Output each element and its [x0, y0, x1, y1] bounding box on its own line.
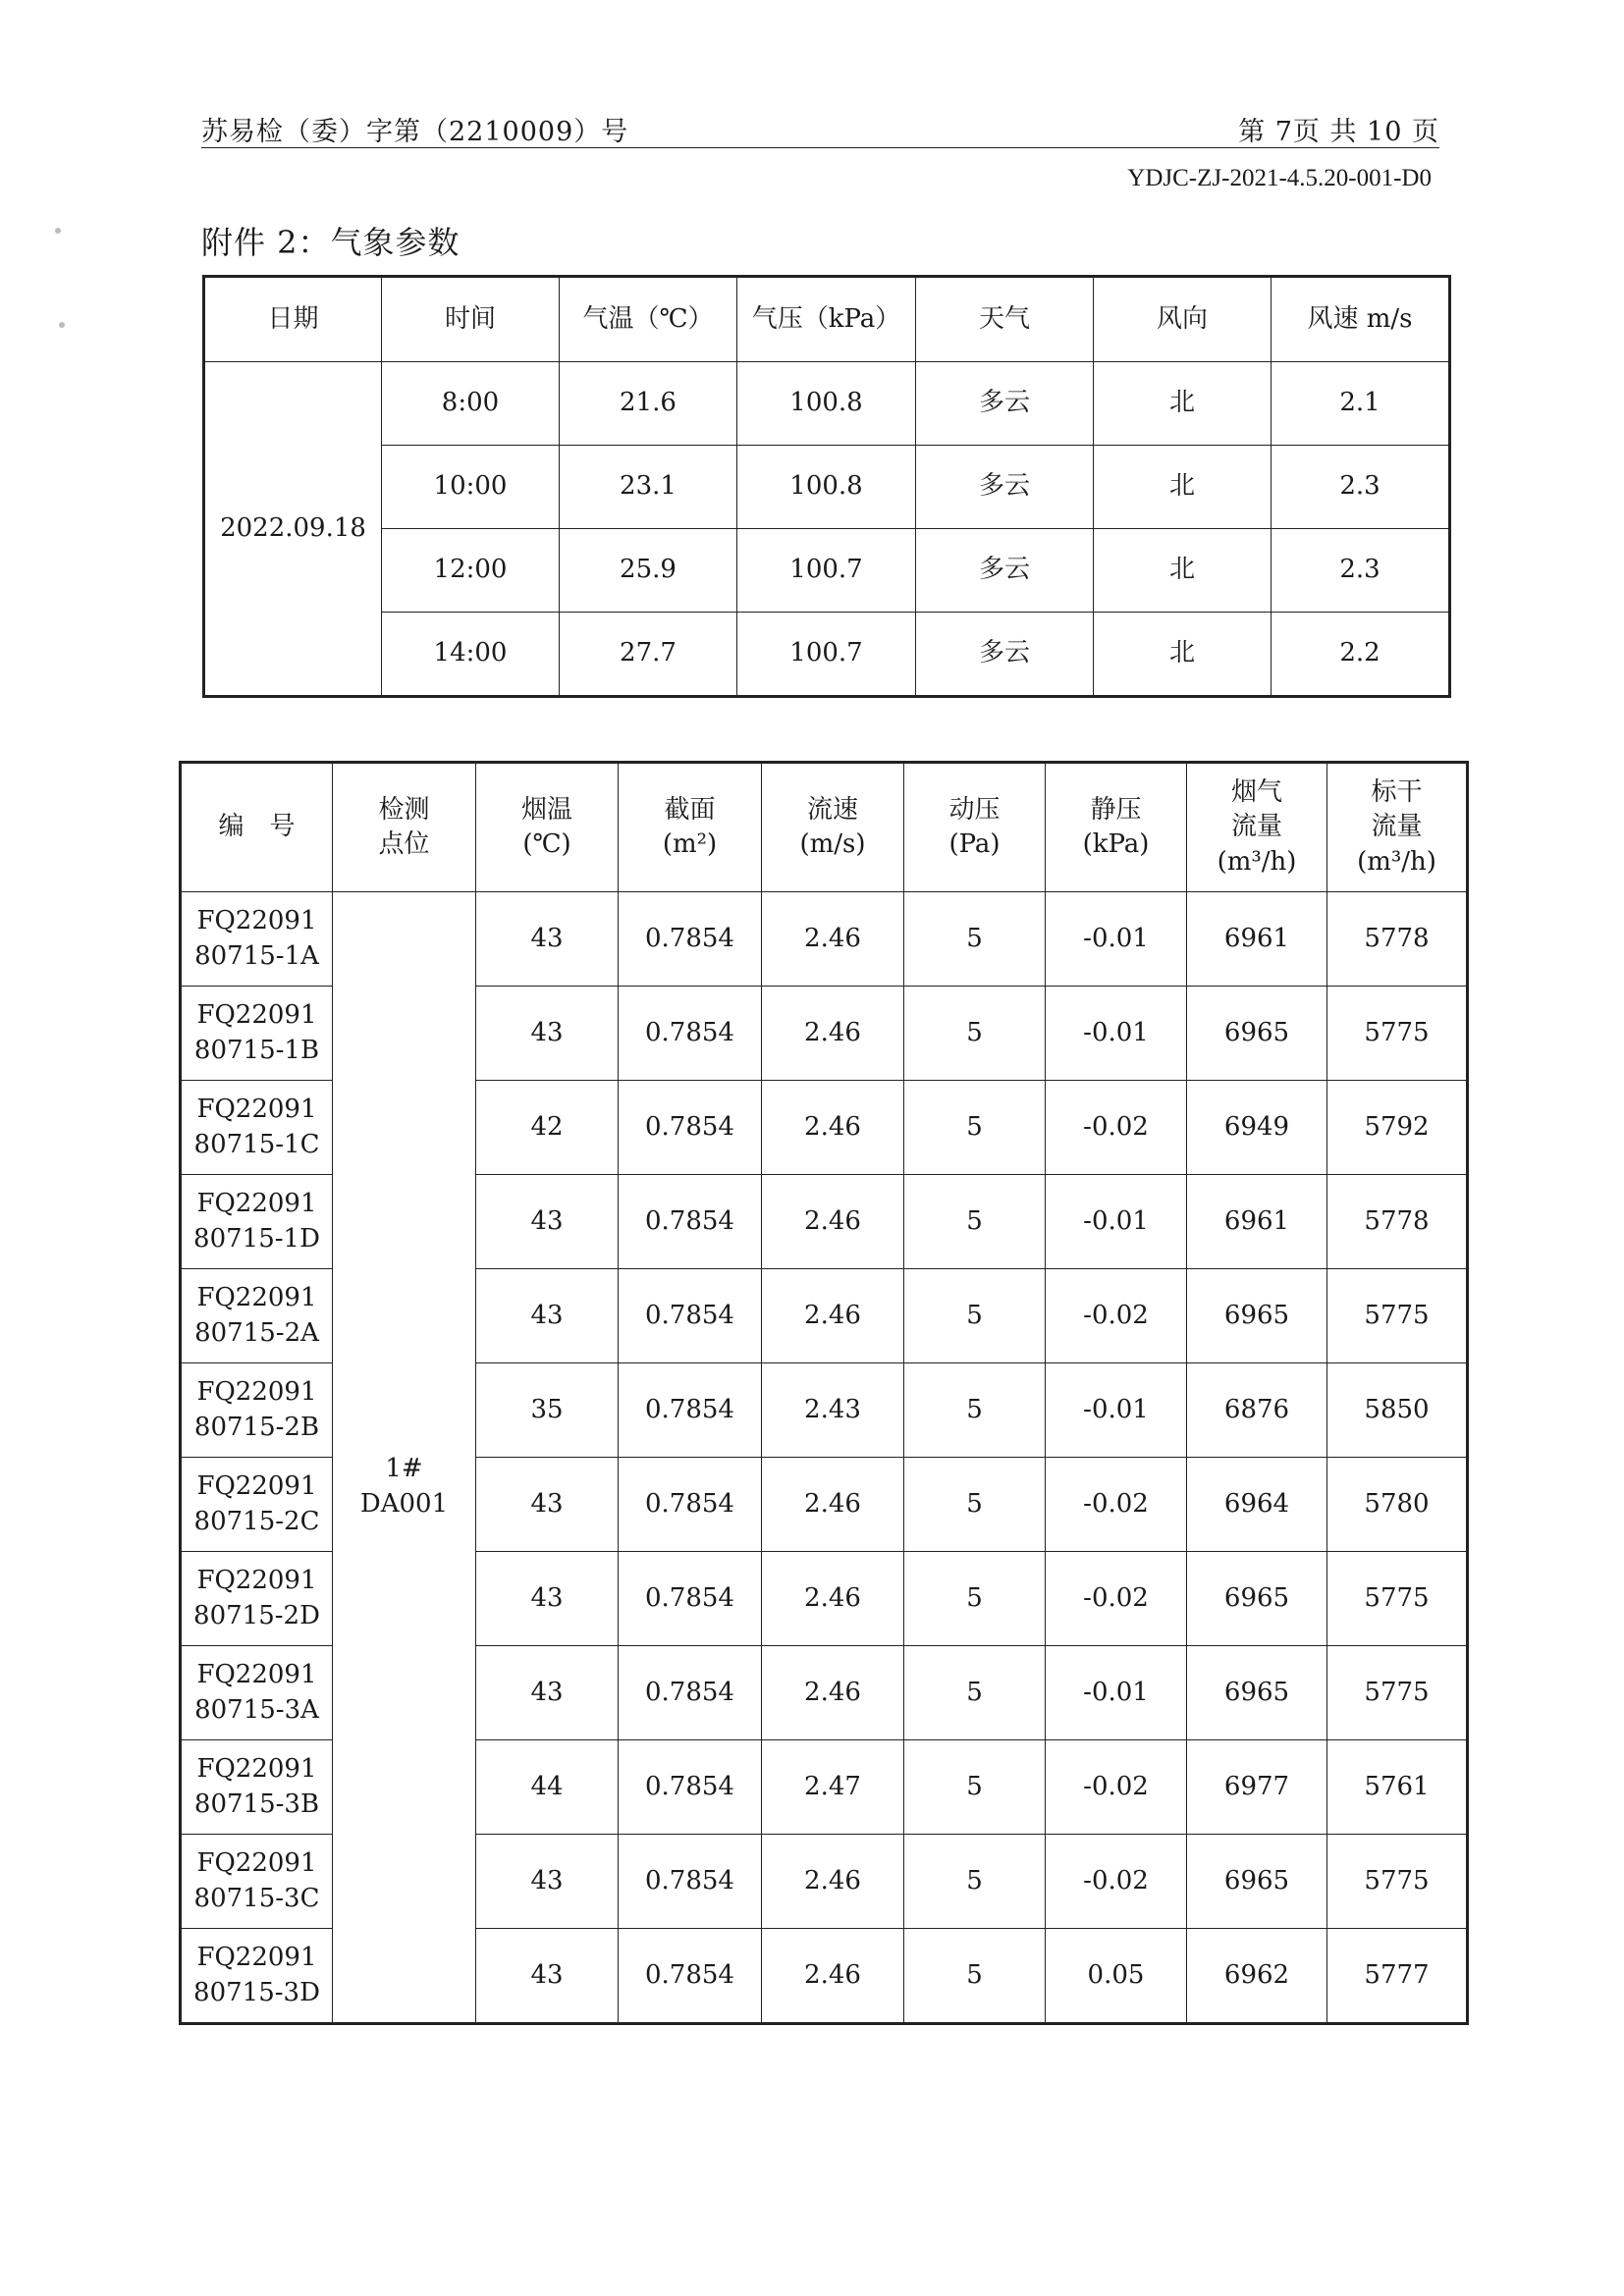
flue-temp-cell: 35	[476, 1363, 619, 1458]
dynamic-pressure-cell: 5	[904, 1363, 1046, 1458]
emission-col-header-line: 静压	[1090, 794, 1142, 825]
weather-wind-speed-cell: 2.3	[1272, 446, 1450, 529]
flue-gas-flow-cell: 6961	[1187, 892, 1327, 987]
flue-gas-flow-cell: 6977	[1187, 1740, 1327, 1835]
sample-id-line: 80715-1A	[194, 940, 319, 971]
weather-temp-cell: 21.6	[560, 362, 737, 446]
flue-gas-flow-cell: 6965	[1187, 1269, 1327, 1363]
emission-col-header-line: (Pa)	[948, 829, 1001, 859]
emission-col-header	[619, 763, 762, 892]
cross-section-cell: 0.7854	[619, 1646, 762, 1740]
sample-id-cell	[181, 1929, 333, 2024]
flow-velocity-cell: 2.46	[762, 892, 904, 987]
sample-id-cell	[181, 1835, 333, 1929]
flow-velocity-cell: 2.46	[762, 1269, 904, 1363]
cross-section-cell: 0.7854	[619, 1175, 762, 1269]
flue-temp-cell: 42	[476, 1081, 619, 1175]
static-pressure-cell: -0.01	[1046, 1175, 1187, 1269]
sample-id-line: 80715-3D	[193, 1977, 320, 2007]
weather-col-header: 时间	[382, 277, 560, 362]
dynamic-pressure-cell: 5	[904, 1081, 1046, 1175]
emission-col-header-line: (m³/h)	[1217, 846, 1297, 877]
flue-gas-flow-cell: 6965	[1187, 1552, 1327, 1646]
weather-col-header: 天气	[916, 277, 1094, 362]
page-number: 第 7页 共 10 页	[1238, 117, 1439, 147]
sample-id-line: FQ22091	[196, 906, 317, 936]
flue-gas-flow-cell: 6949	[1187, 1081, 1327, 1175]
weather-header-row	[204, 277, 1450, 362]
emission-col-header-line: (m³/h)	[1357, 846, 1436, 877]
weather-pressure-cell: 100.8	[737, 362, 916, 446]
cross-section-cell: 0.7854	[619, 1363, 762, 1458]
dynamic-pressure-cell: 5	[904, 1552, 1046, 1646]
static-pressure-cell: -0.02	[1046, 1269, 1187, 1363]
dynamic-pressure-cell: 5	[904, 892, 1046, 987]
flow-velocity-cell: 2.46	[762, 1081, 904, 1175]
sample-id-line: 80715-3B	[193, 1789, 320, 1819]
flow-velocity-cell: 2.46	[762, 1835, 904, 1929]
std-dry-flow-cell: 5778	[1327, 1175, 1468, 1269]
emission-col-header-line: 标干	[1371, 777, 1423, 808]
weather-row	[204, 362, 1450, 446]
dynamic-pressure-cell: 5	[904, 1835, 1046, 1929]
weather-wind-speed-cell: 2.1	[1272, 362, 1450, 446]
sample-id-line: 80715-2B	[193, 1412, 320, 1442]
weather-pressure-cell: 100.7	[737, 613, 916, 697]
weather-table	[202, 275, 1451, 698]
weather-wind-dir-cell: 北	[1094, 446, 1272, 529]
flow-velocity-cell: 2.46	[762, 987, 904, 1081]
flue-temp-cell: 43	[476, 987, 619, 1081]
emission-col-header-line: (m²)	[662, 829, 718, 859]
weather-condition-cell: 多云	[916, 362, 1094, 446]
emission-col-header-line: 编 号	[218, 812, 296, 842]
sample-id-cell	[181, 1081, 333, 1175]
weather-wind-dir-cell: 北	[1094, 613, 1272, 697]
emission-col-header-line: 流量	[1371, 812, 1423, 842]
weather-temp-cell: 27.7	[560, 613, 737, 697]
sample-id-cell	[181, 1552, 333, 1646]
weather-time-cell: 10:00	[382, 446, 560, 529]
cross-section-cell: 0.7854	[619, 1835, 762, 1929]
weather-wind-speed-cell: 2.3	[1272, 529, 1450, 613]
static-pressure-cell: -0.01	[1046, 1363, 1187, 1458]
flow-velocity-cell: 2.47	[762, 1740, 904, 1835]
sample-id-line: FQ22091	[196, 1943, 317, 1973]
flue-temp-cell: 43	[476, 1458, 619, 1552]
dynamic-pressure-cell: 5	[904, 1646, 1046, 1740]
weather-pressure-cell: 100.7	[737, 529, 916, 613]
static-pressure-cell: -0.02	[1046, 1835, 1187, 1929]
emission-col-header-line: (m/s)	[799, 829, 866, 859]
emission-col-header-line: (kPa)	[1082, 829, 1150, 859]
cross-section-cell: 0.7854	[619, 1458, 762, 1552]
weather-time-cell: 14:00	[382, 613, 560, 697]
flow-velocity-cell: 2.46	[762, 1646, 904, 1740]
attachment-title: 附件 2：气象参数	[201, 224, 460, 261]
scan-speck	[59, 322, 65, 328]
flue-gas-flow-cell: 6961	[1187, 1175, 1327, 1269]
static-pressure-cell: -0.02	[1046, 1740, 1187, 1835]
report-number: 苏易检（委）字第（2210009）号	[201, 117, 629, 147]
weather-temp-cell: 23.1	[560, 446, 737, 529]
weather-col-header: 日期	[204, 277, 382, 362]
static-pressure-cell: -0.02	[1046, 1458, 1187, 1552]
dynamic-pressure-cell: 5	[904, 987, 1046, 1081]
sample-id-line: 80715-1B	[193, 1035, 320, 1065]
weather-row	[204, 529, 1450, 613]
std-dry-flow-cell: 5775	[1327, 1835, 1468, 1929]
weather-row	[204, 613, 1450, 697]
emission-col-header-line: (℃)	[522, 829, 571, 859]
sample-id-line: 80715-2D	[193, 1600, 320, 1630]
static-pressure-cell: -0.01	[1046, 892, 1187, 987]
flue-temp-cell: 43	[476, 1646, 619, 1740]
dynamic-pressure-cell: 5	[904, 1740, 1046, 1835]
monitoring-point-cell	[333, 892, 476, 2024]
weather-wind-dir-cell: 北	[1094, 362, 1272, 446]
weather-condition-cell: 多云	[916, 446, 1094, 529]
flue-gas-flow-cell: 6962	[1187, 1929, 1327, 2024]
sample-id-line: 80715-1C	[193, 1129, 320, 1159]
sample-id-line: 80715-1D	[193, 1223, 320, 1254]
std-dry-flow-cell: 5775	[1327, 987, 1468, 1081]
dynamic-pressure-cell: 5	[904, 1929, 1046, 2024]
emission-col-header	[1187, 763, 1327, 892]
emission-col-header	[1046, 763, 1187, 892]
sample-id-cell	[181, 1458, 333, 1552]
weather-time-cell: 12:00	[382, 529, 560, 613]
static-pressure-cell: 0.05	[1046, 1929, 1187, 2024]
std-dry-flow-cell: 5761	[1327, 1740, 1468, 1835]
weather-time-cell: 8:00	[382, 362, 560, 446]
cross-section-cell: 0.7854	[619, 987, 762, 1081]
flow-velocity-cell: 2.46	[762, 1929, 904, 2024]
emission-col-header-line: 截面	[664, 794, 716, 825]
std-dry-flow-cell: 5792	[1327, 1081, 1468, 1175]
emission-row	[181, 892, 1468, 987]
weather-row	[204, 446, 1450, 529]
weather-condition-cell: 多云	[916, 613, 1094, 697]
cross-section-cell: 0.7854	[619, 892, 762, 987]
std-dry-flow-cell: 5777	[1327, 1929, 1468, 2024]
weather-condition-cell: 多云	[916, 529, 1094, 613]
flue-temp-cell: 43	[476, 1929, 619, 2024]
std-dry-flow-cell: 5775	[1327, 1552, 1468, 1646]
weather-col-header: 气温（℃）	[560, 277, 737, 362]
cross-section-cell: 0.7854	[619, 1740, 762, 1835]
flue-gas-flow-cell: 6965	[1187, 987, 1327, 1081]
static-pressure-cell: -0.02	[1046, 1081, 1187, 1175]
flue-gas-flow-cell: 6876	[1187, 1363, 1327, 1458]
scan-speck	[55, 228, 61, 234]
emission-col-header	[333, 763, 476, 892]
sample-id-cell	[181, 1175, 333, 1269]
monitoring-point-line: 1#	[385, 1454, 423, 1484]
weather-col-header: 气压（kPa）	[737, 277, 916, 362]
flue-gas-flow-cell: 6965	[1187, 1646, 1327, 1740]
monitoring-point-line: DA001	[359, 1488, 449, 1519]
flue-gas-flow-cell: 6965	[1187, 1835, 1327, 1929]
emission-col-header-line: 流速	[806, 794, 858, 825]
static-pressure-cell: -0.02	[1046, 1552, 1187, 1646]
sample-id-line: FQ22091	[196, 1660, 317, 1690]
emission-col-header-line: 检测	[378, 794, 430, 825]
emission-col-header	[1327, 763, 1468, 892]
cross-section-cell: 0.7854	[619, 1552, 762, 1646]
std-dry-flow-cell: 5775	[1327, 1269, 1468, 1363]
sample-id-line: FQ22091	[196, 1754, 317, 1785]
static-pressure-cell: -0.01	[1046, 987, 1187, 1081]
weather-pressure-cell: 100.8	[737, 446, 916, 529]
document-code: YDJC-ZJ-2021-4.5.20-001-D0	[1127, 165, 1432, 191]
emission-col-header-line: 流量	[1230, 812, 1282, 842]
sample-id-line: 80715-2A	[194, 1317, 319, 1348]
flue-temp-cell: 44	[476, 1740, 619, 1835]
std-dry-flow-cell: 5780	[1327, 1458, 1468, 1552]
std-dry-flow-cell: 5850	[1327, 1363, 1468, 1458]
sample-id-cell	[181, 1363, 333, 1458]
weather-date-cell: 2022.09.18	[204, 362, 382, 697]
weather-wind-speed-cell: 2.2	[1272, 613, 1450, 697]
dynamic-pressure-cell: 5	[904, 1458, 1046, 1552]
sample-id-line: 80715-2C	[193, 1506, 320, 1536]
std-dry-flow-cell: 5778	[1327, 892, 1468, 987]
flow-velocity-cell: 2.46	[762, 1552, 904, 1646]
static-pressure-cell: -0.01	[1046, 1646, 1187, 1740]
emission-col-header	[181, 763, 333, 892]
sample-id-line: FQ22091	[196, 1189, 317, 1219]
flue-temp-cell: 43	[476, 892, 619, 987]
weather-col-header: 风速 m/s	[1272, 277, 1450, 362]
emission-col-header-line: 动压	[948, 794, 1001, 825]
sample-id-line: 80715-3A	[194, 1694, 319, 1725]
dynamic-pressure-cell: 5	[904, 1269, 1046, 1363]
flow-velocity-cell: 2.43	[762, 1363, 904, 1458]
sample-id-cell	[181, 1269, 333, 1363]
weather-temp-cell: 25.9	[560, 529, 737, 613]
sample-id-line: FQ22091	[196, 1000, 317, 1031]
cross-section-cell: 0.7854	[619, 1081, 762, 1175]
emission-table	[179, 761, 1469, 2025]
sample-id-line: FQ22091	[196, 1471, 317, 1502]
weather-col-header: 风向	[1094, 277, 1272, 362]
flue-temp-cell: 43	[476, 1175, 619, 1269]
sample-id-cell	[181, 892, 333, 987]
flue-temp-cell: 43	[476, 1835, 619, 1929]
flue-gas-flow-cell: 6964	[1187, 1458, 1327, 1552]
std-dry-flow-cell: 5775	[1327, 1646, 1468, 1740]
flue-temp-cell: 43	[476, 1269, 619, 1363]
dynamic-pressure-cell: 5	[904, 1175, 1046, 1269]
emission-col-header-line: 烟气	[1230, 777, 1282, 808]
flow-velocity-cell: 2.46	[762, 1458, 904, 1552]
header-rule	[201, 147, 1439, 148]
sample-id-line: FQ22091	[196, 1095, 317, 1125]
sample-id-cell	[181, 987, 333, 1081]
emission-col-header-line: 点位	[378, 829, 430, 859]
sample-id-cell	[181, 1740, 333, 1835]
sample-id-line: FQ22091	[196, 1283, 317, 1313]
emission-col-header-line: 烟温	[520, 794, 572, 825]
flow-velocity-cell: 2.46	[762, 1175, 904, 1269]
sample-id-line: 80715-3C	[193, 1883, 320, 1913]
emission-col-header	[762, 763, 904, 892]
flue-temp-cell: 43	[476, 1552, 619, 1646]
sample-id-line: FQ22091	[196, 1566, 317, 1596]
sample-id-line: FQ22091	[196, 1848, 317, 1879]
emission-col-header	[904, 763, 1046, 892]
emission-col-header	[476, 763, 619, 892]
cross-section-cell: 0.7854	[619, 1929, 762, 2024]
emission-header-row	[181, 763, 1468, 892]
weather-wind-dir-cell: 北	[1094, 529, 1272, 613]
cross-section-cell: 0.7854	[619, 1269, 762, 1363]
sample-id-cell	[181, 1646, 333, 1740]
sample-id-line: FQ22091	[196, 1377, 317, 1408]
